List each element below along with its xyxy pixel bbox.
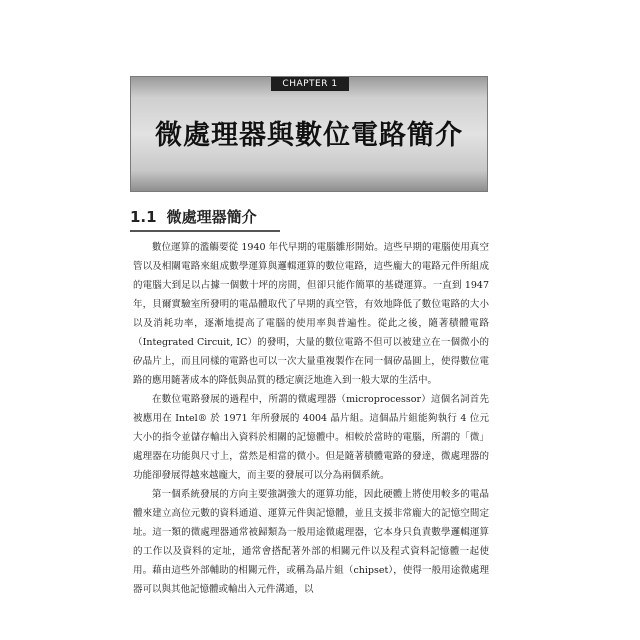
body-text	[133, 238, 489, 599]
section-number: 1.1	[130, 208, 157, 226]
paragraph: 數位運算的濫觴要從 1940 年代早期的電腦雛形開始。這些早期的電腦使用真空管以及相關電路來組成數學運算與邏輯運算的數位電路，這些龐大的電路元件所組成的電腦大到足以占據一個數十坪的房間，但卻只能作簡單的基礎運算。一直到 1947 年，貝爾實驗室所發明的電晶體取代了早期的真空管，有效地降低了數位電路的大小以及消耗功率，逐漸地提高了電腦的使用率與普遍性。從此之後，隨著積體電路（Integrated Circuit, IC）的發明，大量的數位電路不但可以被建立在一個微小的矽晶片上，而且同樣的電路也可以一次大量重複製作在同一個矽晶圓上，使得數位電路的應用隨著成本的降低與品質的穩定廣泛地進入到一般大眾的生活中。	[133, 242, 489, 386]
chapter-tab: CHAPTER 1	[271, 77, 349, 91]
chapter-title: 微處理器與數位電路簡介	[155, 120, 463, 151]
paragraph: 第一個系統發展的方向主要強調強大的運算功能，因此硬體上將使用較多的電晶體來建立高位元數的資料通道、運算元件與記憶體，並且支援非常龐大的記憶空間定址。這一類的微處理器通常被歸類為一般用途微處理器，它本身只負責數學邏輯運算的工作以及資料的定址，通常會搭配著外部的相關元件以及程式資料記憶體一起使用。藉由這些外部輔助的相關元件，或稱為晶片組（chipset），使得一般用途微處理器可以與其他記憶體或輸出入元件溝通，以	[133, 489, 489, 595]
section-title: 微處理器簡介	[166, 208, 257, 226]
section-heading	[130, 204, 280, 232]
chapter-banner	[130, 76, 488, 192]
paragraph: 在數位電路發展的過程中，所謂的微處理器（microprocessor）這個名詞首先被應用在 Intel® 於 1971 年所發展的 4004 晶片組。這個晶片組能夠執行 4 位元大小的指令並儲存輸出入資料於相關的記憶體中。相較於當時的電腦，所謂的「微」處理器在功能與尺寸上，當然是相當的微小。但是隨著積體電路的發達，微處理器的功能卻發展得越來越龐大，而主要的發展可以分為兩個系統。	[133, 394, 489, 481]
